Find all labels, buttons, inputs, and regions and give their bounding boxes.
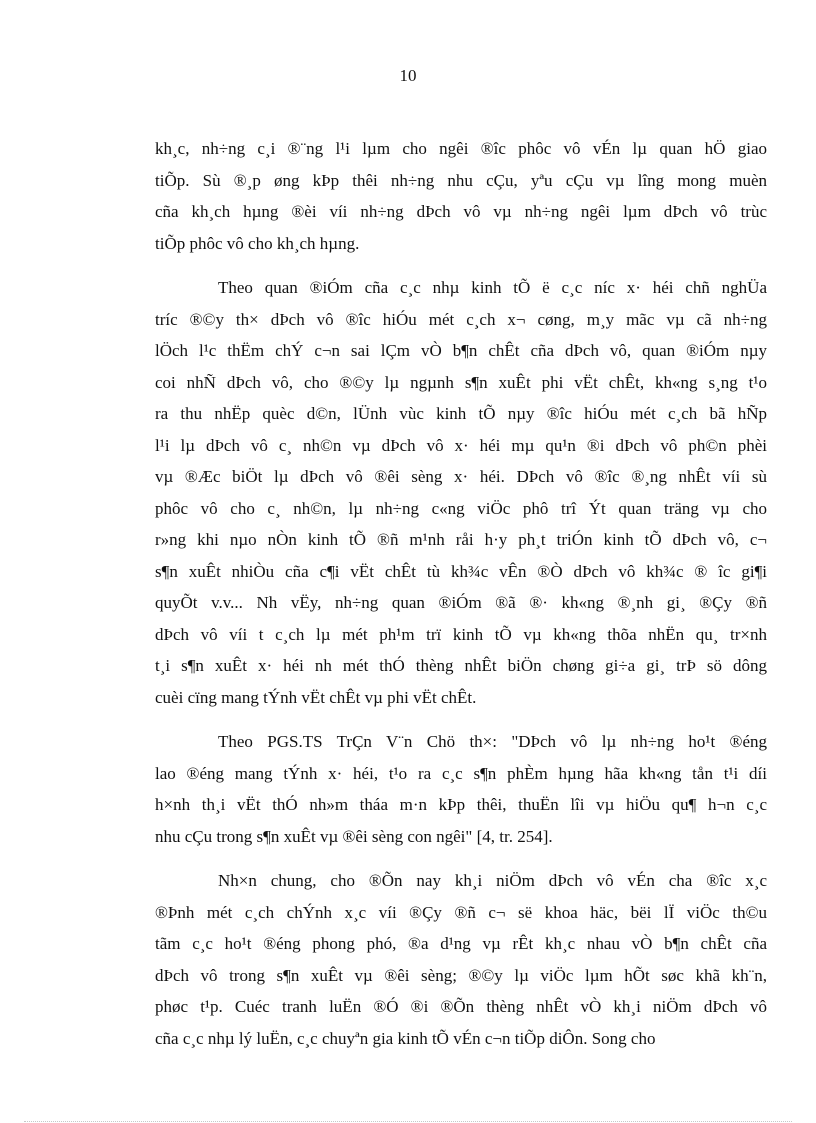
text-line: h×nh th¸i vËt thÓ nh»m tháa m·n kÞp thêi, thuËn lîi vµ hiÖu qu¶ h¬n c¸c bbox=[155, 795, 767, 814]
page-bottom-divider bbox=[24, 1121, 792, 1122]
text-line: coi nhÑ dÞch vô, cho ®©y lµ ngµnh s¶n xuÊt phi vËt chÊt, kh«ng s¸ng t¹o bbox=[155, 372, 767, 392]
text-line: dÞch vô trong s¶n xuÊt vµ ®êi sèng; ®©y lµ viÖc lµm hÕt søc khã kh¨n, bbox=[155, 965, 767, 985]
text-line: lÖch l¹c thËm chÝ c¬n sai lÇm vÒ b¶n chÊt cña dÞch vô, quan ®iÓm nµy bbox=[155, 341, 767, 360]
text-line: ra thu nhËp quèc d©n, lÜnh vùc kinh tÕ nµy ®îc hiÓu mét c¸ch bã hÑp bbox=[155, 404, 767, 423]
text-line: tãm c¸c ho¹t ®éng phong phó, ®a d¹ng vµ rÊt kh¸c nhau vÒ b¶n chÊt cña bbox=[155, 934, 767, 953]
paragraph bbox=[155, 865, 767, 1054]
text-line: dÞch vô víi t c¸ch lµ mét ph¹m trï kinh tÕ vµ kh«ng thõa nhËn qu¸ tr×nh bbox=[155, 624, 767, 644]
paragraph bbox=[155, 272, 767, 713]
text-line: l¹i lµ dÞch vô c¸ nh©n vµ dÞch vô x· héi mµ qu¹n ®i dÞch vô ph©n phèi bbox=[155, 435, 767, 455]
text-line: cña c¸c nhµ lý luËn, c¸c chuyªn gia kinh tÕ vÉn c¬n tiÕp diÔn. Song cho bbox=[155, 1028, 656, 1048]
text-line: tiÕp. Sù ®¸p øng kÞp thêi nh÷ng nhu cÇu, yªu cÇu vµ lîng mong muèn bbox=[155, 170, 767, 190]
text-line: Theo quan ®iÓm cña c¸c nhµ kinh tÕ ë c¸c níc x· héi chñ nghÜa bbox=[218, 278, 767, 297]
paragraph bbox=[155, 133, 767, 259]
text-line: ®Þnh mét c¸ch chÝnh x¸c víi ®Çy ®ñ c¬ së khoa häc, bëi lÏ viÖc th©u bbox=[155, 902, 767, 922]
text-line: phôc vô cho c¸ nh©n, lµ nh÷ng c«ng viÖc phô trî Ýt quan träng vµ cho bbox=[155, 498, 767, 518]
text-line: Theo PGS.TS TrÇn V¨n Chö th×: "DÞch vô lµ nh÷ng ho¹t ®éng bbox=[218, 732, 767, 751]
body-text bbox=[155, 133, 767, 1067]
text-line: s¶n xuÊt nhiÒu cña c¶i vËt chÊt tù kh¾c vÊn ®Ò dÞch vô kh¾c ® îc gi¶i bbox=[155, 561, 767, 581]
text-line: nhu cÇu trong s¶n xuÊt vµ ®êi sèng con ngêi" [4, tr. 254]. bbox=[155, 826, 553, 846]
text-line: phøc t¹p. Cuéc tranh luËn ®Ó ®i ®Õn thèng nhÊt vÒ kh¸i niÖm dÞch vô bbox=[155, 997, 767, 1016]
paragraph bbox=[155, 726, 767, 852]
text-line: vµ ®Æc biÖt lµ dÞch vô ®êi sèng x· héi. DÞch vô ®îc ®¸ng nhÊt víi sù bbox=[155, 467, 767, 486]
text-line: Nh×n chung, cho ®Õn nay kh¸i niÖm dÞch vô vÉn cha ®îc x¸c bbox=[218, 871, 767, 890]
text-line: tiÕp phôc vô cho kh¸ch hµng. bbox=[155, 233, 360, 253]
text-line: t¸i s¶n xuÊt x· héi nh mét thÓ thèng nhÊt biÖn chøng gi÷a gi¸ trÞ sö dông bbox=[155, 656, 767, 675]
text-line: cuèi cïng mang tÝnh vËt chÊt vµ phi vËt chÊt. bbox=[155, 687, 477, 707]
text-line: kh¸c, nh÷ng c¸i ®¨ng l¹i lµm cho ngêi ®îc phôc vô vÉn lµ quan hÖ giao bbox=[155, 139, 767, 158]
text-line: lao ®éng mang tÝnh x· héi, t¹o ra c¸c s¶n phÈm hµng hãa kh«ng tån t¹i díi bbox=[155, 763, 767, 783]
text-line: tríc ®©y th× dÞch vô ®îc hiÓu mét c¸ch x¬ cøng, m¸y mãc vµ cã nh÷ng bbox=[155, 309, 767, 329]
text-line: cña kh¸ch hµng ®èi víi nh÷ng dÞch vô vµ nh÷ng ngêi lµm dÞch vô trùc bbox=[155, 202, 767, 221]
page-number: 10 bbox=[399, 66, 417, 85]
text-line: quyÕt v.v... Nh vËy, nh÷ng quan ®iÓm ®ã ®· kh«ng ®¸nh gi¸ ®Çy ®ñ bbox=[155, 593, 767, 612]
text-line: r»ng khi nµo nÒn kinh tÕ ®ñ m¹nh råi h·y ph¸t triÓn kinh tÕ dÞch vô, c¬ bbox=[155, 530, 767, 549]
